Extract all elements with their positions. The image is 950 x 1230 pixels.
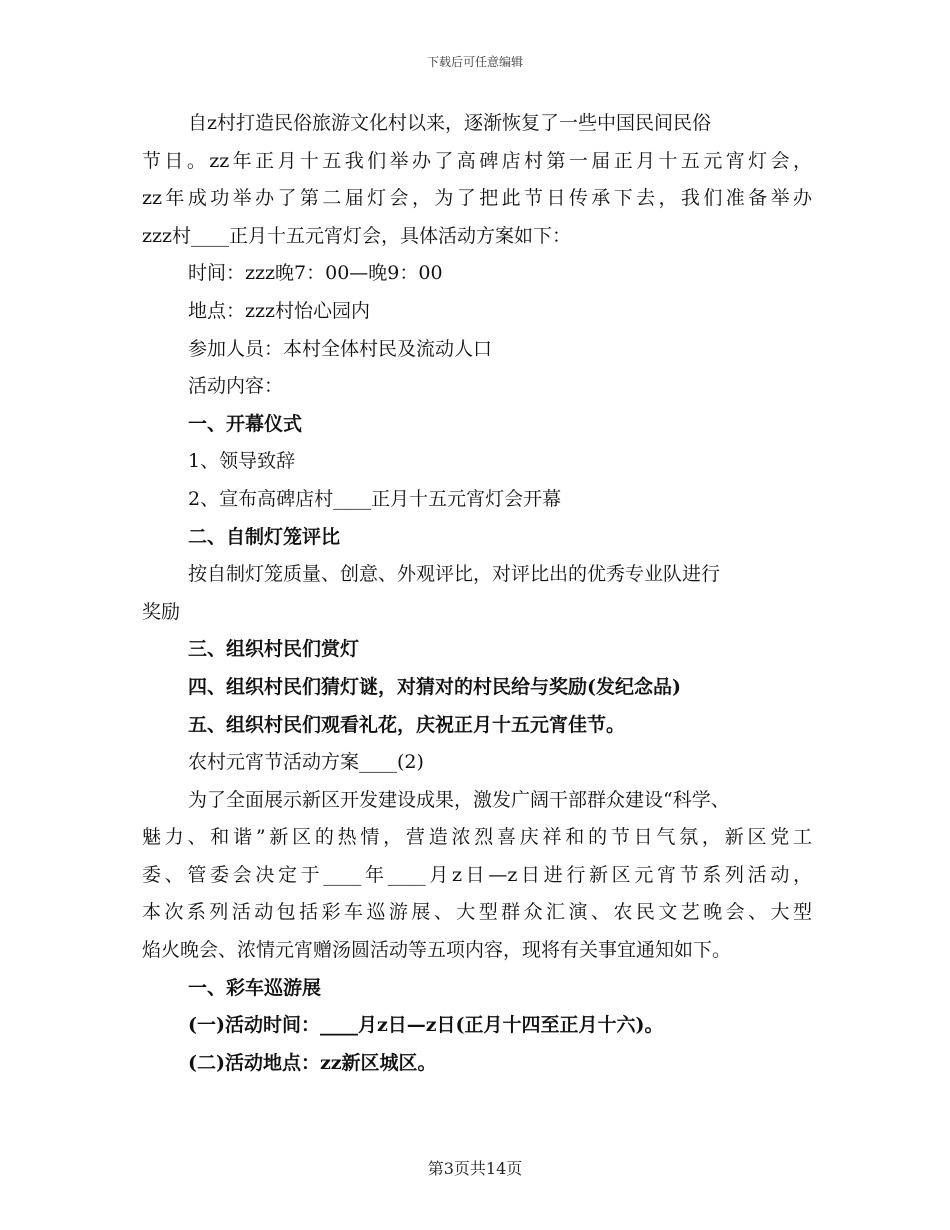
paragraph-line: 奖励: [142, 600, 181, 623]
list-item: 1、领导致辞: [188, 450, 296, 473]
section-heading: 四、组织村民们猜灯谜，对猜对的村民给与奖励(发纪念品): [188, 675, 681, 698]
document-body: [142, 105, 812, 1082]
info-content-label: 活动内容：: [188, 375, 284, 398]
section-heading: 三、组织村民们赏灯: [188, 638, 360, 661]
paragraph-line: 委、管委会决定于____年____月z日—z日进行新区元宵节系列活动，: [142, 863, 812, 886]
paragraph-line: 按自制灯笼质量、创意、外观评比，对评比出的优秀专业队进行: [188, 563, 721, 586]
page-footer: 第3页共14页: [427, 1159, 523, 1178]
info-time: 时间：zzz晚7：00—晚9：00: [188, 262, 443, 285]
info-participants: 参加人员：本村全体村民及流动人口: [188, 337, 493, 360]
paragraph-line: 自z村打造民俗旅游文化村以来，逐渐恢复了一些中国民间民俗: [188, 112, 712, 134]
info-place: 地点：zzz村怡心园内: [188, 299, 371, 322]
paragraph-line: 为了全面展示新区开发建设成果，激发广阔干部群众建设“科学、: [188, 788, 730, 811]
paragraph-line: 焰火晚会、浓情元宵赠汤圆活动等五项内容，现将有关事宜通知如下。: [142, 939, 732, 962]
list-item: 2、宣布高碑店村____正月十五元宵灯会开幕: [188, 487, 562, 510]
paragraph-line: 本次系列活动包括彩车巡游展、大型群众汇演、农民文艺晚会、大型: [142, 901, 812, 924]
page-header: 下载后可任意编辑: [426, 55, 523, 69]
section-heading: 一、彩车巡游展: [188, 976, 322, 999]
paragraph-line: zzz村____正月十五元宵灯会，具体活动方案如下：: [142, 224, 572, 247]
section-heading: 二、自制灯笼评比: [188, 525, 341, 548]
section-heading: 一、开幕仪式: [188, 412, 303, 435]
section-heading: 五、组织村民们观看礼花，庆祝正月十五元宵佳节。: [188, 713, 626, 736]
paragraph-line: zz年成功举办了第二届灯会，为了把此节日传承下去，我们准备举办: [142, 187, 812, 210]
paragraph-line: 魅力、和谐”新区的热情，营造浓烈喜庆祥和的节日气氛，新区党工: [142, 826, 812, 849]
parade-place: (二)活动地点：zz新区城区。: [188, 1051, 437, 1074]
paragraph-line: 节日。zz年正月十五我们举办了高碑店村第一届正月十五元宵灯会，: [142, 149, 812, 172]
plan-title: 农村元宵节活动方案____(2): [188, 751, 424, 774]
parade-time: (一)活动时间：____月z日—z日(正月十四至正月十六)。: [188, 1014, 664, 1037]
